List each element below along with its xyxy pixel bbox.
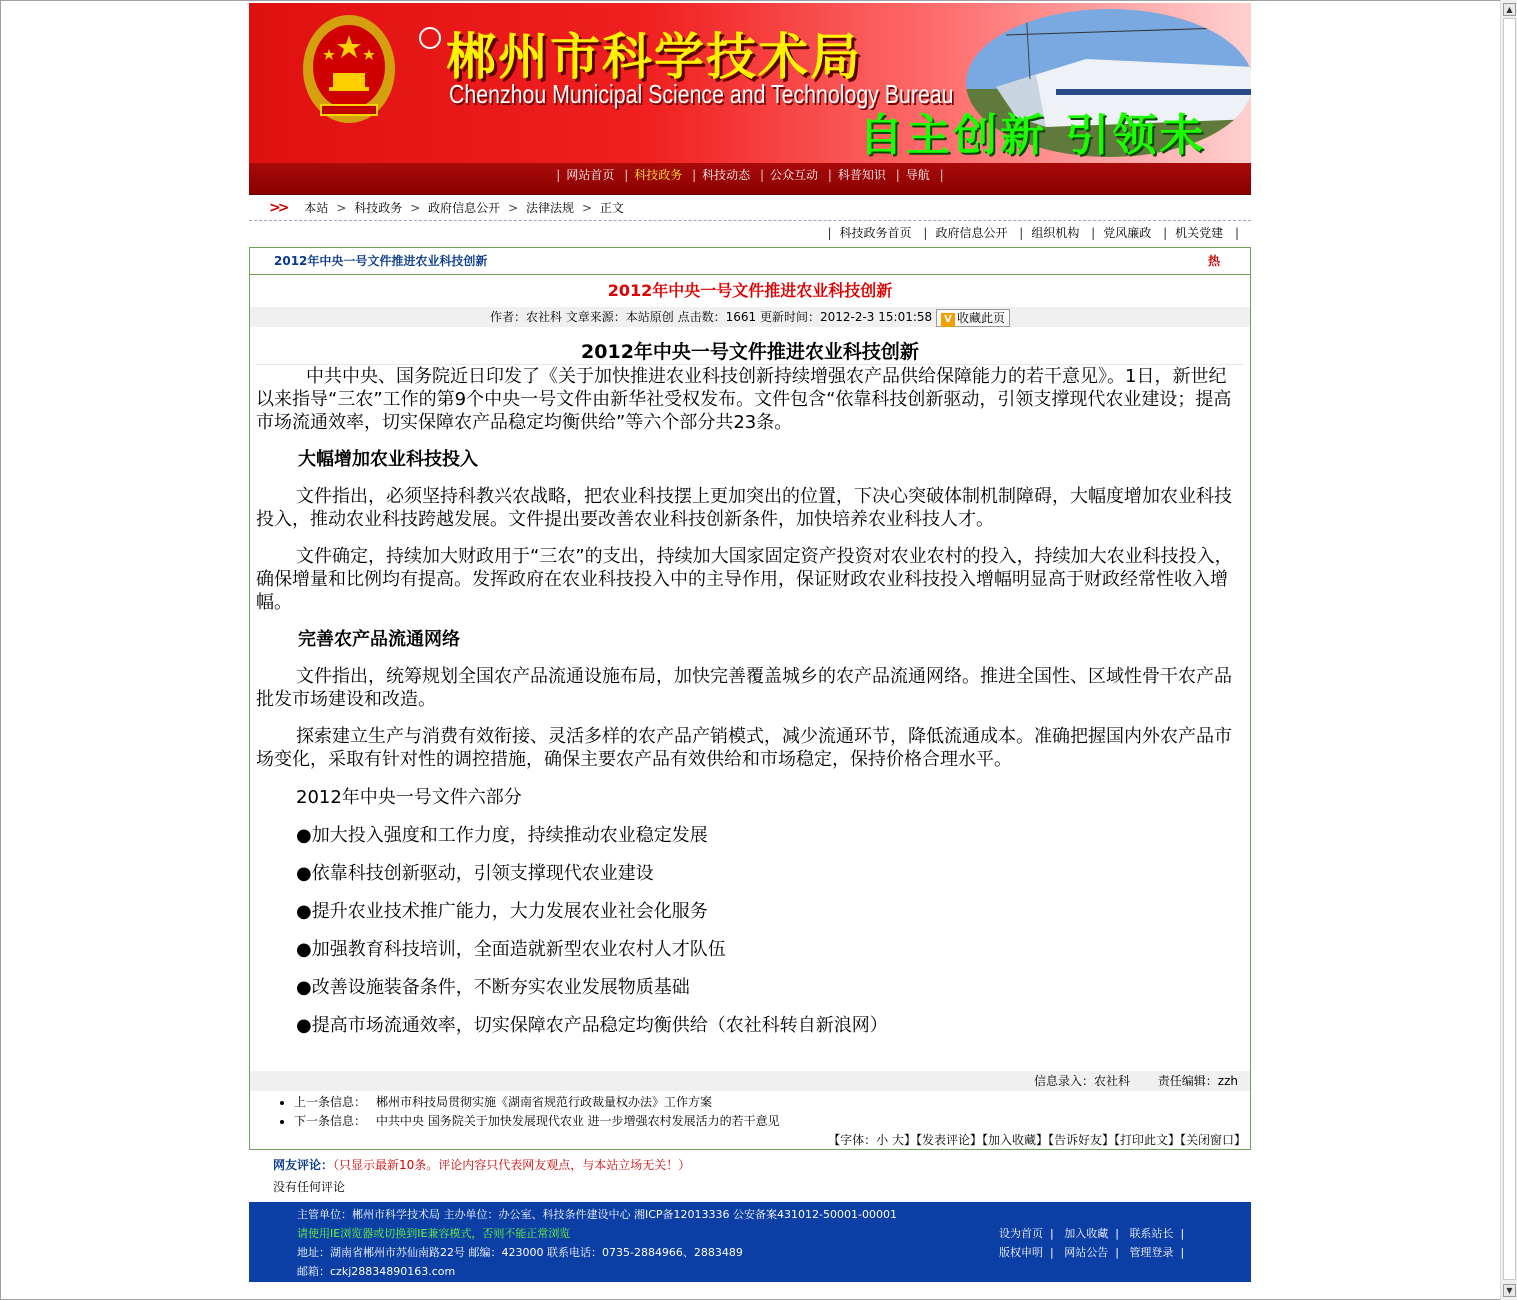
nav-navigation[interactable]: 导航 xyxy=(905,168,930,182)
breadcrumb-sci-gov[interactable]: 科技政务 xyxy=(354,201,403,215)
scroll-down-icon[interactable]: ▼ xyxy=(1503,1284,1516,1297)
subnav-integrity[interactable]: 党风廉政 xyxy=(1103,226,1152,240)
bookmark-icon: V xyxy=(941,313,955,327)
list-item: ●依靠科技创新驱动，引领支撑现代农业建设 xyxy=(296,863,654,884)
article-tools[interactable]: 【字体：小 大】【发表评论】【加入收藏】【告诉好友】【打印此文】【关闭窗口】 xyxy=(828,1133,1246,1147)
paragraph-4: 探索建立生产与消费有效衔接、灵活多样的农产品产销模式，减少流通环节，降低流通成本。准确把握国内外农产品市场变化，采取有针对性的调控措施，确保主要农产品有效供给和市场稳定，保持价格合理水平。 xyxy=(256,726,1232,770)
prev-item xyxy=(294,1093,1250,1112)
decorative-ring xyxy=(419,27,441,49)
nav-home[interactable]: 网站首页 xyxy=(566,168,615,182)
footer-announcement[interactable]: 网站公告 xyxy=(1064,1246,1109,1259)
bookmark-button[interactable] xyxy=(936,309,1010,327)
footer-admin-login[interactable]: 管理登录 xyxy=(1129,1246,1174,1259)
nav-public[interactable]: 公众互动 xyxy=(770,168,819,182)
scrollbar-thumb[interactable] xyxy=(1503,18,1516,1280)
footer-links: 设为首页 | 加入收藏 | 联系站长 | 版权申明 | 网站公告 | 管理登录 | xyxy=(999,1227,1185,1259)
footer-copyright[interactable]: 版权申明 xyxy=(999,1246,1043,1259)
comments-label: 网友评论： xyxy=(273,1158,334,1172)
paragraph-3: 文件指出，统筹规划全国农产品流通设施布局，加快完善覆盖城乡的农产品流通网络。推进全国性、区域性骨干农产品批发市场建设和改造。 xyxy=(256,666,1232,710)
footer-set-home[interactable]: 设为首页 xyxy=(999,1227,1043,1240)
paragraph-2: 文件确定，持续加大财政用于“三农”的支出，持续加大国家固定资产投资对农业农村的投入，持续加大农业科技投入，确保增量和比例均有提高。发挥政府在农业科技投入中的主导作用，保证财政农业科技投入增幅明显高于财政经常性收入增幅。 xyxy=(256,546,1233,613)
footer-line-1: 主管单位：郴州市科学技术局 主办单位：办公室、科技条件建设中心 湘ICP备12013336 公安备案431012-50001-00001 xyxy=(297,1208,897,1221)
article-box-header xyxy=(250,248,1250,275)
article-info-row xyxy=(250,1071,1250,1091)
next-item xyxy=(294,1112,1250,1131)
bookmark-label: 收藏此页 xyxy=(956,310,1005,325)
article-meta xyxy=(250,307,1250,327)
article-meta-text: 作者：农社科 文章来源：本站原创 点击数：1661 更新时间：2012-2-3 15:01:58 xyxy=(489,310,933,324)
footer-browser-notice: 请使用IE浏览器或切换到IE兼容模式，否则不能正常浏览 xyxy=(297,1227,571,1240)
prev-label: 上一条信息： xyxy=(294,1095,367,1109)
article-intro: 中共中央、国务院近日印发了《关于加快推进农业科技创新持续增强农产品供给保障能力的若干意见》。1日，新世纪以来指导“三农”工作的第9个中央一号文件由新华社受权发布。文件包含“依靠科技创新驱动，引领支撑现代农业建设；提高市场流通效率，切实保障农产品稳定均衡供给”等六个部分共23条。 xyxy=(256,366,1232,433)
comments-section xyxy=(249,1154,1251,1198)
nav-sci-news[interactable]: 科技动态 xyxy=(702,168,751,182)
comments-empty: 没有任何评论 xyxy=(273,1180,346,1194)
nav-sci-knowledge[interactable]: 科普知识 xyxy=(837,168,886,182)
subnav-organization[interactable]: 组织机构 xyxy=(1031,226,1080,240)
site-footer xyxy=(249,1202,1251,1282)
national-emblem-icon xyxy=(301,13,397,131)
section-heading-1: 大幅增加农业科技投入 xyxy=(298,449,478,470)
breadcrumb-current: 正文 xyxy=(599,201,624,215)
prev-link[interactable]: 郴州市科技局贯彻实施《湖南省规范行政裁量权办法》工作方案 xyxy=(376,1095,713,1109)
site-title-en: Chenzhou Municipal Science and Technology Bureau xyxy=(449,79,954,109)
info-entry: 信息录入：农社科 xyxy=(1033,1074,1130,1088)
header-banner xyxy=(249,3,1251,163)
scroll-up-icon[interactable]: ▲ xyxy=(1503,3,1516,16)
footer-contact[interactable]: 联系站长 xyxy=(1129,1227,1174,1240)
six-parts-title: 2012年中央一号文件六部分 xyxy=(296,787,522,808)
vertical-scrollbar[interactable] xyxy=(1500,0,1517,1300)
main-nav: | 网站首页 | 科技政务 | 科技动态 | 公众互动 | 科普知识 | 导航 | xyxy=(249,163,1251,195)
breadcrumb-home[interactable]: 本站 xyxy=(304,201,329,215)
prev-next-list xyxy=(250,1091,1250,1131)
nav-sci-gov[interactable]: 科技政务 xyxy=(634,168,683,182)
article-box xyxy=(249,247,1251,1150)
list-item: ●加强教育科技培训，全面造就新型农业农村人才队伍 xyxy=(296,939,726,960)
article-content xyxy=(250,339,1250,1037)
footer-email: 邮箱：czkj28834890163.com xyxy=(297,1265,456,1278)
site-title-cn: 郴州市科学技术局 xyxy=(446,28,862,86)
info-editor: 责任编辑：zzh xyxy=(1157,1074,1238,1088)
list-item: ●加大投入强度和工作力度，持续推动农业稳定发展 xyxy=(296,825,708,846)
article-heading: 2012年中央一号文件推进农业科技创新 xyxy=(256,339,1244,365)
list-item: ●提升农业技术推广能力，大力发展农业社会化服务 xyxy=(296,901,708,922)
footer-info xyxy=(297,1205,897,1281)
breadcrumb: >> 本站 > 科技政务 > 政府信息公开 > 法律法规 > 正文 xyxy=(249,195,1251,221)
subnav-sci-gov-home[interactable]: 科技政务首页 xyxy=(839,226,912,240)
subnav-gov-info[interactable]: 政府信息公开 xyxy=(935,226,1008,240)
paragraph-1: 文件指出，必须坚持科教兴农战略，把农业科技摆上更加突出的位置，下决心突破体制机制障碍，大幅度增加农业科技投入，推动农业科技跨越发展。文件提出要改善农业科技创新条件，加快培养农业科技人才。 xyxy=(256,486,1232,530)
footer-add-favorite[interactable]: 加入收藏 xyxy=(1064,1227,1109,1240)
next-link[interactable]: 中共中央 国务院关于加快发展现代农业 进一步增强农村发展活力的若干意见 xyxy=(376,1114,780,1128)
hot-badge: 热 xyxy=(1207,254,1220,268)
comments-note: （只显示最新10条。评论内容只代表网友观点，与本站立场无关！） xyxy=(333,1158,691,1172)
sub-nav: | 科技政务首页 | 政府信息公开 | 组织机构 | 党风廉政 | 机关党建 | xyxy=(827,226,1239,240)
list-item: ●改善设施装备条件，不断夯实农业发展物质基础 xyxy=(296,977,690,998)
article-title: 2012年中央一号文件推进农业科技创新 xyxy=(607,281,893,300)
breadcrumb-gov-info[interactable]: 政府信息公开 xyxy=(428,201,501,215)
footer-address: 地址：湖南省郴州市苏仙南路22号 邮编：423000 联系电话：0735-2884966、2883489 xyxy=(297,1246,743,1259)
page-wrapper xyxy=(249,3,1251,1198)
box-title: 2012年中央一号文件推进农业科技创新 xyxy=(274,254,488,268)
slogan: 自主创新 引领未 xyxy=(859,110,1207,161)
section-heading-2: 完善农产品流通网络 xyxy=(298,629,460,650)
next-label: 下一条信息： xyxy=(294,1114,367,1128)
breadcrumb-laws[interactable]: 法律法规 xyxy=(526,201,575,215)
subnav-party[interactable]: 机关党建 xyxy=(1175,226,1224,240)
list-item: ●提高市场流通效率，切实保障农产品稳定均衡供给（农社科转自新浪网） xyxy=(296,1015,888,1036)
double-chevron-right-icon: >> xyxy=(269,200,287,216)
